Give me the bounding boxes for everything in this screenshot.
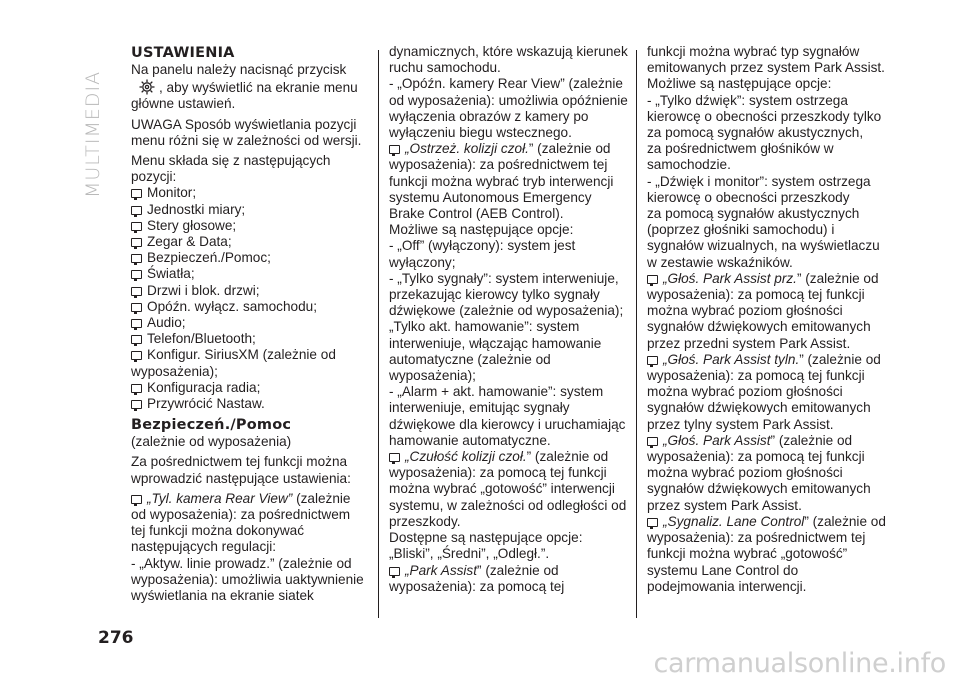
text-line: hamowanie automatyczne. bbox=[389, 432, 551, 448]
menu-bullet-icon bbox=[389, 145, 400, 154]
bullet-line bbox=[389, 141, 625, 157]
menu-item bbox=[131, 185, 367, 201]
text-line: - „Aktyw. linie prowadz.” (zależnie od bbox=[131, 555, 352, 571]
menu-item bbox=[131, 202, 367, 218]
text-line: przekazując kierowcy tylko sygnały bbox=[389, 287, 600, 303]
text-line: samochodzie. bbox=[647, 157, 731, 173]
option-name: „Głoś. Park Assist bbox=[663, 432, 771, 448]
text-line bbox=[131, 78, 367, 96]
column-2 bbox=[389, 44, 628, 595]
subsection-heading: Bezpieczeń./Pomoc bbox=[131, 417, 292, 434]
text-line: wyposażenia): umożliwia uaktywnienie bbox=[131, 571, 364, 587]
text-line: - „Off” (wyłączony): system jest bbox=[389, 238, 576, 254]
text-line: - „Alarm + akt. hamowanie”: system bbox=[389, 384, 604, 400]
menu-bullet-icon bbox=[131, 189, 142, 198]
menu-item-list bbox=[131, 185, 367, 363]
text-line: przez tylny system Park Assist. bbox=[647, 416, 834, 432]
text-line: systemu Lane Control do bbox=[647, 562, 799, 578]
text-line: Na panelu należy nacisnąć przycisk bbox=[131, 62, 347, 77]
menu-item-label: Jednostki miary; bbox=[147, 201, 246, 217]
text-line: przeszkody. bbox=[389, 513, 461, 529]
menu-bullet-icon bbox=[389, 453, 400, 462]
text-line: można wybrać „gotowość” interwencji bbox=[389, 481, 615, 497]
menu-item bbox=[131, 331, 367, 347]
menu-item-label: Bezpieczeń./Pomoc; bbox=[147, 250, 271, 266]
menu-item-label: Stery głosowe; bbox=[147, 217, 237, 233]
menu-item bbox=[131, 250, 367, 266]
menu-bullet-icon bbox=[131, 400, 142, 409]
menu-bullet-icon bbox=[131, 287, 142, 296]
text-line: sygnałów dźwiękowych emitowanych bbox=[647, 400, 871, 416]
text-line: w zestawie wskaźników. bbox=[647, 254, 793, 270]
text-line: systemu, w zależności od odległości od bbox=[389, 497, 627, 513]
text-line: wyposażenia): za pomocą tej funkcji bbox=[647, 368, 865, 384]
bullet-line bbox=[389, 449, 625, 465]
text-line: pozycji: bbox=[131, 169, 177, 185]
menu-bullet-icon bbox=[647, 356, 658, 365]
text-line: funkcji można wybrać „gotowość” bbox=[647, 546, 848, 562]
menu-bullet-icon bbox=[131, 254, 142, 263]
text-line: wyłączony; bbox=[389, 254, 456, 270]
text-line: wyświetlania na ekranie siatek bbox=[131, 588, 314, 604]
menu-item bbox=[131, 266, 367, 282]
text-fragment: ” (zależnie od bbox=[477, 562, 559, 578]
menu-bullet-icon bbox=[131, 335, 142, 344]
text-line: od wyposażenia): za pośrednictwem bbox=[131, 507, 351, 523]
menu-item-list bbox=[131, 380, 367, 412]
menu-bullet-icon bbox=[131, 495, 142, 504]
text-line: - „Opóźn. kamery Rear View” (zależnie bbox=[389, 76, 623, 92]
menu-item-label: Konfiguracja radia; bbox=[147, 379, 261, 395]
text-fragment: ” (zależnie od bbox=[528, 141, 611, 157]
column-divider bbox=[636, 50, 637, 618]
text-fragment: ” (zależnie od bbox=[796, 270, 879, 286]
option-name: „Ostrzeż. kolizji czoł. bbox=[405, 141, 529, 157]
bullet-line bbox=[647, 433, 883, 449]
bullet-line bbox=[389, 563, 625, 579]
text-line: dynamicznych, które wskazują kierunek bbox=[389, 44, 628, 59]
option-name: „Park Assist bbox=[405, 562, 478, 578]
text-line: wprowadzić następujące ustawienia: bbox=[131, 470, 351, 486]
menu-bullet-icon bbox=[131, 222, 142, 231]
menu-item bbox=[131, 299, 367, 315]
text-line: Możliwe są następujące opcje: bbox=[389, 222, 574, 238]
text-line: Menu składa się z następujących bbox=[131, 153, 331, 169]
text-line: przez przedni system Park Assist. bbox=[647, 335, 851, 351]
menu-bullet-icon bbox=[389, 567, 400, 576]
text-line: przez system Park Assist. bbox=[647, 497, 802, 513]
column-1 bbox=[131, 44, 367, 604]
menu-item-label: Przywrócić Nastaw. bbox=[147, 396, 265, 412]
menu-item bbox=[131, 396, 367, 412]
text-line: można wybrać poziom głośności bbox=[647, 303, 843, 319]
column-3 bbox=[647, 44, 886, 595]
menu-bullet-icon bbox=[131, 384, 142, 393]
bullet-line bbox=[647, 513, 886, 530]
text-line: podejmowania interwencji. bbox=[647, 578, 807, 594]
text-line: (zależnie od wyposażenia) bbox=[131, 434, 292, 450]
menu-bullet-icon bbox=[131, 351, 142, 360]
menu-item bbox=[131, 380, 367, 396]
bullet-line bbox=[647, 352, 883, 368]
text-line: następujących regulacji: bbox=[131, 539, 277, 555]
menu-bullet-icon bbox=[647, 437, 658, 446]
text-line: UWAGA Sposób wyświetlania pozycji bbox=[131, 116, 357, 132]
text-fragment: ” (zależnie od bbox=[804, 513, 886, 529]
text-line: - „Dźwięk i monitor”: system ostrzega bbox=[647, 173, 871, 189]
text-block bbox=[647, 368, 883, 433]
menu-item-label: Monitor; bbox=[147, 185, 197, 201]
text-line: Brake Control (AEB Control). bbox=[389, 206, 564, 222]
text-line: można wybrać poziom głośności bbox=[647, 384, 843, 400]
text-line: wyłączenia obrazów z kamery po bbox=[389, 108, 589, 124]
text-block bbox=[647, 44, 883, 271]
text-block bbox=[647, 530, 883, 595]
text-line: Możliwe są następujące opcje: bbox=[647, 76, 832, 92]
text-line: interweniuje, emitując sygnały bbox=[389, 400, 570, 416]
text-line: (poprzez głośniki samochodu) i bbox=[647, 222, 835, 238]
text-fragment: , aby wyświetlić na ekranie menu bbox=[159, 80, 358, 96]
text-line: wyposażenia): za pomocą tej funkcji bbox=[647, 287, 865, 303]
menu-bullet-icon bbox=[131, 238, 142, 247]
text-block bbox=[647, 449, 883, 514]
menu-item-label: Zegar & Data; bbox=[147, 234, 232, 250]
option-name: „Tyl. kamera Rear View” bbox=[147, 490, 293, 506]
section-side-label: MULTIMEDIA bbox=[82, 70, 104, 198]
text-line: wyposażenia): za pomocą tej bbox=[389, 578, 565, 594]
column-divider bbox=[378, 50, 379, 618]
text-line: emitowanych przez system Park Assist. bbox=[647, 60, 885, 76]
option-name: „Głoś. Park Assist prz. bbox=[663, 270, 797, 286]
text-line: interweniuje, włączając hamowanie bbox=[389, 335, 602, 351]
menu-item bbox=[131, 234, 367, 250]
text-line: sygnałów dźwiękowych emitowanych bbox=[647, 319, 871, 335]
menu-item bbox=[131, 347, 367, 363]
menu-item-label: Opóźn. wyłącz. samochodu; bbox=[147, 298, 318, 314]
text-line: dźwiękowe dla kierowcy i uruchamiając bbox=[389, 416, 626, 432]
text-line: funkcji można wybrać tryb interwencji bbox=[389, 173, 614, 189]
text-block bbox=[389, 465, 625, 562]
text-block bbox=[647, 287, 883, 352]
text-line: główne ustawień. bbox=[131, 96, 236, 112]
text-line: wyposażenia): za pomocą tej funkcji bbox=[389, 465, 607, 481]
text-line: funkcji można wybrać typ sygnałów bbox=[647, 44, 860, 59]
menu-item bbox=[131, 218, 367, 234]
text-line: „Tylko akt. hamowanie”: system bbox=[389, 319, 580, 335]
menu-bullet-icon bbox=[131, 303, 142, 312]
text-line: wyposażenia): za pomocą tej funkcji bbox=[647, 449, 865, 465]
menu-item-label: Światła; bbox=[147, 266, 195, 282]
watermark: carmanualsonline.info bbox=[653, 648, 946, 679]
menu-item-label: Telefon/Bluetooth; bbox=[147, 331, 256, 347]
text-line: menu różni się w zależności od wersji. bbox=[131, 132, 362, 148]
option-name: „Sygnaliz. Lane Control bbox=[663, 513, 805, 529]
text-line: sygnałów wizualnych, na wyświetlaczu bbox=[647, 238, 880, 254]
text-line: wyposażenia): za pośrednictwem tej bbox=[389, 157, 608, 173]
bullet-line bbox=[647, 271, 883, 287]
menu-item-label: Drzwi i blok. drzwi; bbox=[147, 282, 260, 298]
menu-item bbox=[131, 315, 367, 331]
text-line: wyposażenia); bbox=[389, 368, 476, 384]
text-line: kierowcę o obecności przeszkody tylko bbox=[647, 108, 882, 124]
text-line: „Bliski”, „Średni”, „Odległ.”. bbox=[389, 546, 550, 562]
option-name: „Czułość kolizji czoł. bbox=[405, 449, 527, 465]
text-line: tej funkcji można dokonywać bbox=[131, 523, 305, 539]
text-line: Za pośrednictwem tej funkcji można bbox=[131, 454, 348, 470]
menu-bullet-icon bbox=[131, 319, 142, 328]
page-number: 276 bbox=[98, 628, 134, 648]
text-line: za pośrednictwem głośników w bbox=[647, 141, 834, 157]
text-fragment: ” (zależnie od bbox=[526, 449, 609, 465]
text-line: systemu Autonomous Emergency bbox=[389, 189, 592, 205]
text-fragment: ” (zależnie od bbox=[770, 432, 853, 448]
text-line: - „Tylko dźwięk”: system ostrzega bbox=[647, 92, 848, 108]
menu-bullet-icon bbox=[131, 206, 142, 215]
text-line: kierowcę o obecności przeszkody bbox=[647, 189, 850, 205]
text-line: dźwiękowe (zależnie od wyposażenia); bbox=[389, 303, 624, 319]
menu-item-label: Audio; bbox=[147, 315, 186, 331]
text-block bbox=[389, 157, 625, 449]
text-block bbox=[389, 44, 628, 141]
section-heading: USTAWIENIA bbox=[131, 45, 235, 61]
text-fragment: ” (zależnie od bbox=[799, 351, 881, 367]
text-line: wyposażenia): za pośrednictwem tej bbox=[647, 530, 866, 546]
menu-item-label: Konfigur. SiriusXM (zależnie od bbox=[147, 347, 336, 363]
text-line: wyposażenia); bbox=[131, 363, 218, 379]
text-line: można wybrać poziom głośności bbox=[647, 465, 843, 481]
text-line: automatyczne (zależnie od bbox=[389, 351, 551, 367]
text-line: od wyposażenia): umożliwia opóźnienie bbox=[389, 92, 628, 108]
text-line: Dostępne są następujące opcje: bbox=[389, 530, 583, 546]
text-line: wyłączeniu biegu wstecznego. bbox=[389, 125, 572, 141]
menu-bullet-icon bbox=[647, 275, 658, 284]
option-name: „Głoś. Park Assist tyln. bbox=[663, 351, 800, 367]
text-line: ruchu samochodu. bbox=[389, 60, 501, 76]
text-line: - „Tylko sygnały”: system interweniuje, bbox=[389, 270, 619, 286]
menu-item bbox=[131, 283, 367, 299]
menu-bullet-icon bbox=[647, 518, 658, 527]
menu-bullet-icon bbox=[131, 270, 142, 279]
text-fragment: (zależnie bbox=[292, 490, 351, 506]
bullet-line bbox=[131, 491, 367, 507]
text-line: za pomocą sygnałów akustycznych bbox=[647, 206, 860, 222]
text-line: za pomocą sygnałów akustycznych, bbox=[647, 125, 864, 141]
settings-gear-icon bbox=[137, 78, 157, 96]
text-line: sygnałów dźwiękowych emitowanych bbox=[647, 481, 871, 497]
